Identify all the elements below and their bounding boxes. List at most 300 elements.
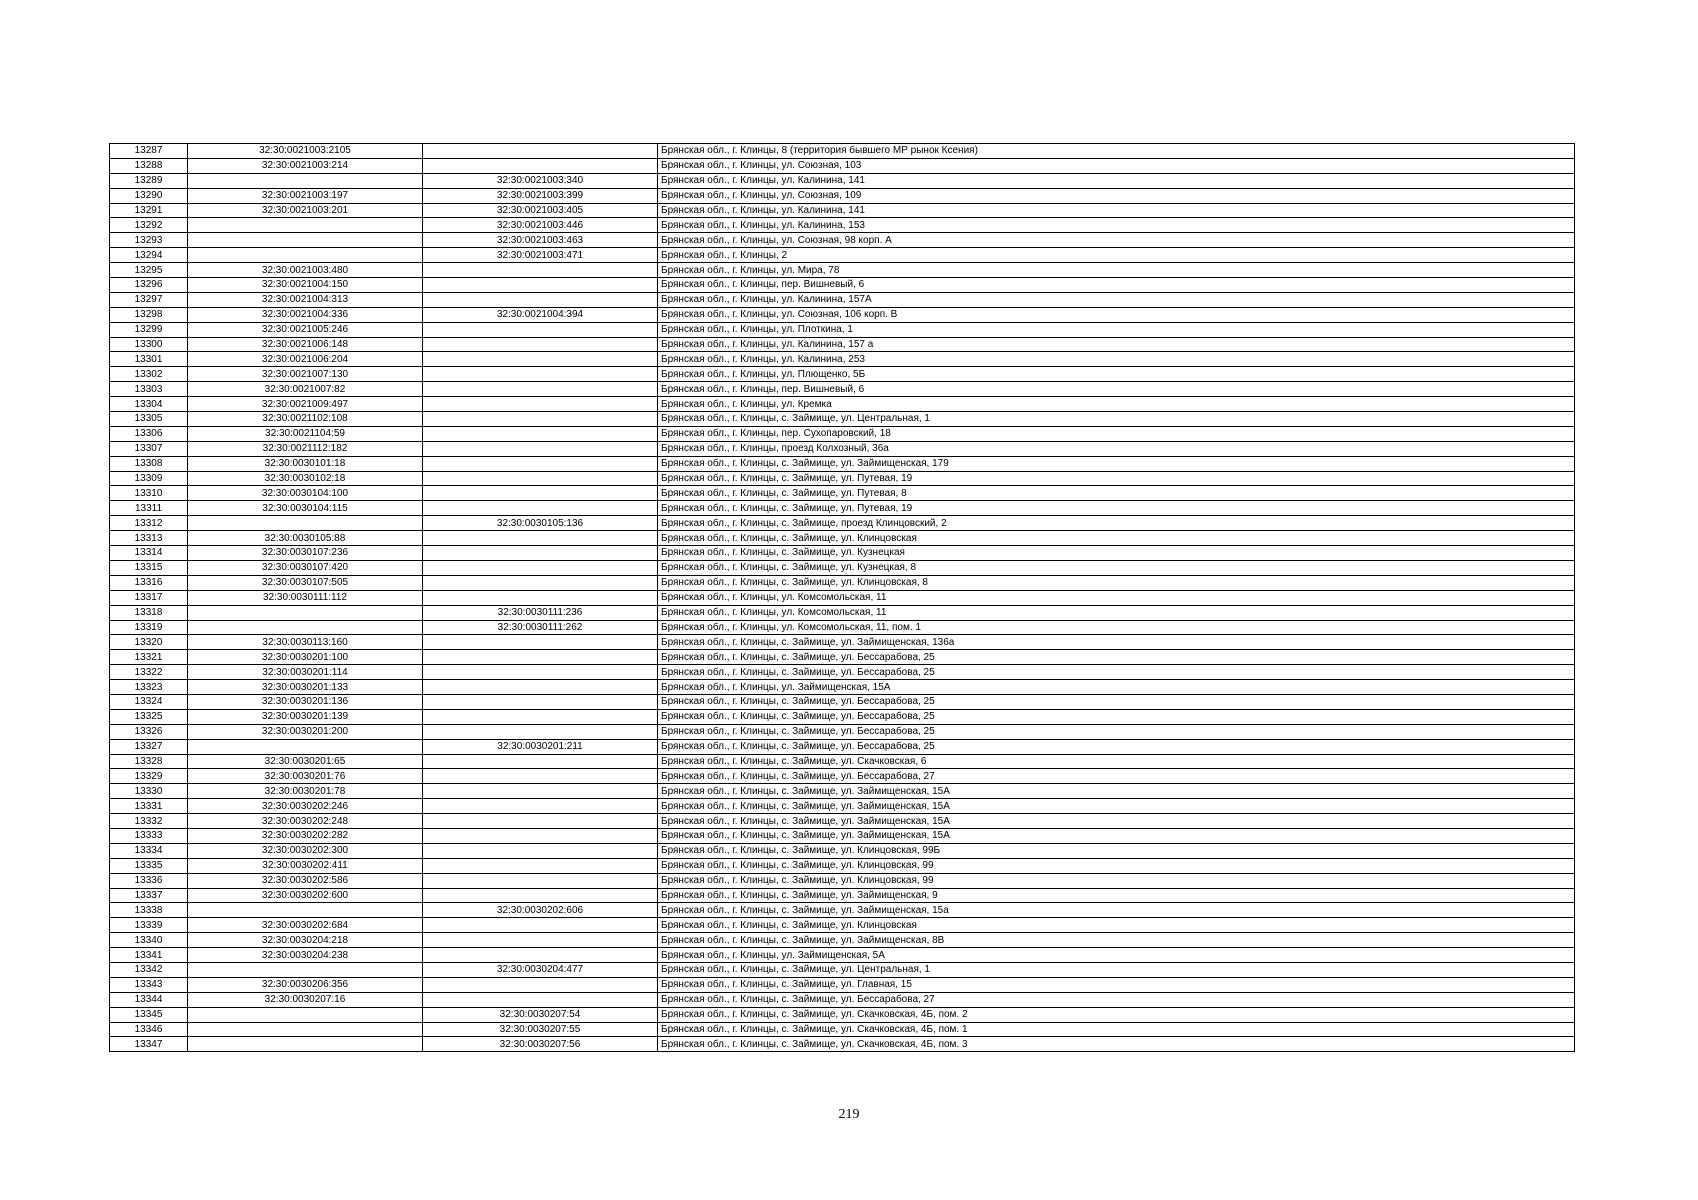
table-row [110, 962, 1575, 977]
table-row [110, 248, 1575, 263]
table-row [110, 754, 1575, 769]
row-number-cell: 13298 [110, 307, 188, 322]
cadastral-number-alt-cell [423, 590, 658, 605]
cadastral-number-alt-cell [423, 948, 658, 963]
row-number-cell: 13306 [110, 426, 188, 441]
table-row [110, 292, 1575, 307]
row-number-cell: 13330 [110, 784, 188, 799]
row-number-cell: 13316 [110, 575, 188, 590]
cadastral-number-cell: 32:30:0030202:300 [188, 843, 423, 858]
row-number-cell: 13329 [110, 769, 188, 784]
address-cell: Брянская обл., г. Клинцы, ул. Калинина, 157 а [658, 337, 1575, 352]
table-row [110, 188, 1575, 203]
address-cell: Брянская обл., г. Клинцы, с. Займище, ул. Центральная, 1 [658, 412, 1575, 427]
address-cell: Брянская обл., г. Клинцы, ул. Кремка [658, 397, 1575, 412]
row-number-cell: 13325 [110, 709, 188, 724]
cadastral-number-cell: 32:30:0030202:246 [188, 799, 423, 814]
table-row [110, 486, 1575, 501]
cadastral-number-alt-cell [423, 665, 658, 680]
address-cell: Брянская обл., г. Клинцы, ул. Займищенская, 5А [658, 948, 1575, 963]
row-number-cell: 13322 [110, 665, 188, 680]
row-number-cell: 13291 [110, 203, 188, 218]
cadastral-number-alt-cell [423, 471, 658, 486]
row-number-cell: 13293 [110, 233, 188, 248]
address-cell: Брянская обл., г. Клинцы, с. Займище, ул. Займищенская, 136а [658, 635, 1575, 650]
cadastral-number-alt-cell: 32:30:0030202:606 [423, 903, 658, 918]
table-row [110, 605, 1575, 620]
table-row [110, 694, 1575, 709]
cadastral-number-alt-cell: 32:30:0021003:463 [423, 233, 658, 248]
address-cell: Брянская обл., г. Клинцы, с. Займище, ул. Займищенская, 15А [658, 828, 1575, 843]
address-cell: Брянская обл., г. Клинцы, ул. Комсомольская, 11, пом. 1 [658, 620, 1575, 635]
table-row [110, 799, 1575, 814]
cadastral-number-alt-cell [423, 918, 658, 933]
cadastral-number-alt-cell [423, 992, 658, 1007]
address-cell: Брянская обл., г. Клинцы, с. Займище, ул. Клинцовская, 8 [658, 575, 1575, 590]
cadastral-number-cell: 32:30:0030201:139 [188, 709, 423, 724]
table-row [110, 918, 1575, 933]
row-number-cell: 13331 [110, 799, 188, 814]
table-row [110, 709, 1575, 724]
cadastral-number-alt-cell: 32:30:0030204:477 [423, 962, 658, 977]
cadastral-number-alt-cell: 32:30:0030201:211 [423, 739, 658, 754]
row-number-cell: 13288 [110, 158, 188, 173]
table-row [110, 263, 1575, 278]
cadastral-number-cell: 32:30:0021003:480 [188, 263, 423, 278]
cadastral-number-alt-cell [423, 322, 658, 337]
address-cell: Брянская обл., г. Клинцы, с. Займище, ул. Займищенская, 9 [658, 888, 1575, 903]
table-row [110, 635, 1575, 650]
cadastral-number-alt-cell [423, 694, 658, 709]
table-row [110, 218, 1575, 233]
table-row [110, 397, 1575, 412]
row-number-cell: 13312 [110, 516, 188, 531]
table-row [110, 456, 1575, 471]
address-cell: Брянская обл., г. Клинцы, ул. Калинина, 153 [658, 218, 1575, 233]
table-row [110, 858, 1575, 873]
row-number-cell: 13299 [110, 322, 188, 337]
address-cell: Брянская обл., г. Клинцы, с. Займище, ул. Бессарабова, 27 [658, 769, 1575, 784]
cadastral-number-alt-cell [423, 799, 658, 814]
row-number-cell: 13342 [110, 962, 188, 977]
row-number-cell: 13314 [110, 546, 188, 561]
table-row [110, 739, 1575, 754]
cadastral-number-cell: 32:30:0030104:100 [188, 486, 423, 501]
cadastral-number-cell: 32:30:0030107:505 [188, 575, 423, 590]
table-row [110, 337, 1575, 352]
cadastral-number-alt-cell [423, 754, 658, 769]
registry-table-body [110, 144, 1575, 1052]
cadastral-number-alt-cell [423, 278, 658, 293]
row-number-cell: 13346 [110, 1022, 188, 1037]
cadastral-number-alt-cell [423, 158, 658, 173]
cadastral-number-alt-cell [423, 724, 658, 739]
address-cell: Брянская обл., г. Клинцы, с. Займище, ул. Займищенская, 8В [658, 933, 1575, 948]
cadastral-number-cell [188, 218, 423, 233]
address-cell: Брянская обл., г. Клинцы, пер. Вишневый, 6 [658, 278, 1575, 293]
cadastral-number-cell [188, 1007, 423, 1022]
cadastral-number-alt-cell [423, 933, 658, 948]
cadastral-number-alt-cell [423, 292, 658, 307]
address-cell: Брянская обл., г. Клинцы, ул. Калинина, 141 [658, 203, 1575, 218]
row-number-cell: 13303 [110, 382, 188, 397]
row-number-cell: 13308 [110, 456, 188, 471]
cadastral-number-alt-cell: 32:30:0021003:340 [423, 173, 658, 188]
cadastral-number-alt-cell [423, 397, 658, 412]
row-number-cell: 13334 [110, 843, 188, 858]
table-row [110, 590, 1575, 605]
cadastral-number-alt-cell: 32:30:0021003:446 [423, 218, 658, 233]
cadastral-number-cell: 32:30:0021006:148 [188, 337, 423, 352]
cadastral-number-cell: 32:30:0030201:78 [188, 784, 423, 799]
address-cell: Брянская обл., г. Клинцы, с. Займище, ул. Бессарабова, 27 [658, 992, 1575, 1007]
address-cell: Брянская обл., г. Клинцы, пер. Сухопаровский, 18 [658, 426, 1575, 441]
row-number-cell: 13292 [110, 218, 188, 233]
row-number-cell: 13347 [110, 1037, 188, 1052]
row-number-cell: 13337 [110, 888, 188, 903]
address-cell: Брянская обл., г. Клинцы, с. Займище, ул. Клинцовская, 99 [658, 873, 1575, 888]
address-cell: Брянская обл., г. Клинцы, ул. Калинина, 253 [658, 352, 1575, 367]
row-number-cell: 13323 [110, 680, 188, 695]
table-row [110, 784, 1575, 799]
cadastral-number-alt-cell: 32:30:0021003:399 [423, 188, 658, 203]
cadastral-number-alt-cell [423, 144, 658, 159]
address-cell: Брянская обл., г. Клинцы, пер. Вишневый, 6 [658, 382, 1575, 397]
cadastral-number-cell: 32:30:0030107:236 [188, 546, 423, 561]
cadastral-number-cell: 32:30:0030104:115 [188, 501, 423, 516]
cadastral-number-cell [188, 248, 423, 263]
row-number-cell: 13333 [110, 828, 188, 843]
row-number-cell: 13339 [110, 918, 188, 933]
row-number-cell: 13317 [110, 590, 188, 605]
cadastral-number-alt-cell: 32:30:0030207:54 [423, 1007, 658, 1022]
address-cell: Брянская обл., г. Клинцы, с. Займище, ул. Скачковская, 4Б, пом. 2 [658, 1007, 1575, 1022]
table-row [110, 1007, 1575, 1022]
cadastral-number-cell: 32:30:0021007:130 [188, 367, 423, 382]
address-cell: Брянская обл., г. Клинцы, 8 (территория бывшего МР рынок Ксения) [658, 144, 1575, 159]
address-cell: Брянская обл., г. Клинцы, ул. Союзная, 103 [658, 158, 1575, 173]
table-row [110, 665, 1575, 680]
row-number-cell: 13341 [110, 948, 188, 963]
table-row [110, 516, 1575, 531]
row-number-cell: 13315 [110, 560, 188, 575]
cadastral-number-cell: 32:30:0021004:313 [188, 292, 423, 307]
address-cell: Брянская обл., г. Клинцы, с. Займище, ул. Бессарабова, 25 [658, 739, 1575, 754]
cadastral-number-alt-cell: 32:30:0021003:405 [423, 203, 658, 218]
cadastral-number-alt-cell [423, 977, 658, 992]
table-row [110, 233, 1575, 248]
row-number-cell: 13335 [110, 858, 188, 873]
cadastral-number-alt-cell: 32:30:0030105:136 [423, 516, 658, 531]
address-cell: Брянская обл., г. Клинцы, с. Займище, ул. Займищенская, 15а [658, 903, 1575, 918]
cadastral-number-cell: 32:30:0030202:248 [188, 814, 423, 829]
cadastral-number-alt-cell [423, 531, 658, 546]
address-cell: Брянская обл., г. Клинцы, с. Займище, ул. Скачковская, 4Б, пом. 1 [658, 1022, 1575, 1037]
address-cell: Брянская обл., г. Клинцы, с. Займище, ул. Путевая, 19 [658, 471, 1575, 486]
cadastral-number-cell: 32:30:0030201:133 [188, 680, 423, 695]
cadastral-number-alt-cell [423, 709, 658, 724]
address-cell: Брянская обл., г. Клинцы, с. Займище, ул. Путевая, 19 [658, 501, 1575, 516]
cadastral-number-cell: 32:30:0030201:114 [188, 665, 423, 680]
row-number-cell: 13295 [110, 263, 188, 278]
row-number-cell: 13336 [110, 873, 188, 888]
address-cell: Брянская обл., г. Клинцы, с. Займище, ул. Займищенская, 15А [658, 799, 1575, 814]
cadastral-number-cell: 32:30:0030201:200 [188, 724, 423, 739]
address-cell: Брянская обл., г. Клинцы, ул. Комсомольская, 11 [658, 590, 1575, 605]
cadastral-number-cell: 32:30:0030202:684 [188, 918, 423, 933]
address-cell: Брянская обл., г. Клинцы, с. Займище, ул. Скачковская, 4Б, пом. 3 [658, 1037, 1575, 1052]
page-number: 219 [838, 1107, 860, 1122]
cadastral-number-cell: 32:30:0021005:246 [188, 322, 423, 337]
address-cell: Брянская обл., г. Клинцы, с. Займище, ул. Клинцовская, 99 [658, 858, 1575, 873]
table-row [110, 769, 1575, 784]
row-number-cell: 13332 [110, 814, 188, 829]
row-number-cell: 13309 [110, 471, 188, 486]
address-cell: Брянская обл., г. Клинцы, ул. Комсомольская, 11 [658, 605, 1575, 620]
row-number-cell: 13345 [110, 1007, 188, 1022]
table-row [110, 1022, 1575, 1037]
row-number-cell: 13328 [110, 754, 188, 769]
cadastral-number-cell [188, 1022, 423, 1037]
cadastral-number-cell: 32:30:0021009:497 [188, 397, 423, 412]
table-row [110, 650, 1575, 665]
table-row [110, 367, 1575, 382]
table-row [110, 144, 1575, 159]
row-number-cell: 13320 [110, 635, 188, 650]
cadastral-number-cell: 32:30:0030204:218 [188, 933, 423, 948]
table-row [110, 173, 1575, 188]
address-cell: Брянская обл., г. Клинцы, с. Займище, ул. Кузнецкая, 8 [658, 560, 1575, 575]
row-number-cell: 13300 [110, 337, 188, 352]
cadastral-number-alt-cell [423, 858, 658, 873]
table-row [110, 843, 1575, 858]
address-cell: Брянская обл., г. Клинцы, с. Займище, ул. Бессарабова, 25 [658, 709, 1575, 724]
table-row [110, 501, 1575, 516]
address-cell: Брянская обл., г. Клинцы, с. Займище, проезд Клинцовский, 2 [658, 516, 1575, 531]
table-row [110, 471, 1575, 486]
address-cell: Брянская обл., г. Клинцы, с. Займище, ул. Кузнецкая [658, 546, 1575, 561]
cadastral-number-cell: 32:30:0021003:201 [188, 203, 423, 218]
cadastral-number-cell: 32:30:0030201:65 [188, 754, 423, 769]
cadastral-number-cell: 32:30:0021004:336 [188, 307, 423, 322]
table-row [110, 531, 1575, 546]
row-number-cell: 13343 [110, 977, 188, 992]
table-row [110, 412, 1575, 427]
address-cell: Брянская обл., г. Клинцы, с. Займище, ул. Займищенская, 15А [658, 784, 1575, 799]
address-cell: Брянская обл., г. Клинцы, ул. Мира, 78 [658, 263, 1575, 278]
address-cell: Брянская обл., г. Клинцы, ул. Калинина, 157А [658, 292, 1575, 307]
cadastral-number-alt-cell [423, 382, 658, 397]
table-row [110, 888, 1575, 903]
cadastral-number-alt-cell [423, 426, 658, 441]
cadastral-number-cell [188, 962, 423, 977]
cadastral-number-alt-cell [423, 337, 658, 352]
address-cell: Брянская обл., г. Клинцы, 2 [658, 248, 1575, 263]
table-row [110, 560, 1575, 575]
cadastral-number-cell: 32:30:0030105:88 [188, 531, 423, 546]
row-number-cell: 13318 [110, 605, 188, 620]
address-cell: Брянская обл., г. Клинцы, ул. Союзная, 98 корп. А [658, 233, 1575, 248]
cadastral-number-alt-cell [423, 635, 658, 650]
cadastral-number-cell: 32:30:0021006:204 [188, 352, 423, 367]
row-number-cell: 13319 [110, 620, 188, 635]
cadastral-number-alt-cell: 32:30:0030207:56 [423, 1037, 658, 1052]
row-number-cell: 13324 [110, 694, 188, 709]
table-row [110, 724, 1575, 739]
cadastral-number-cell: 32:30:0030101:18 [188, 456, 423, 471]
address-cell: Брянская обл., г. Клинцы, проезд Колхозный, 36а [658, 441, 1575, 456]
row-number-cell: 13304 [110, 397, 188, 412]
cadastral-number-alt-cell [423, 828, 658, 843]
cadastral-number-cell: 32:30:0030107:420 [188, 560, 423, 575]
cadastral-number-cell [188, 903, 423, 918]
cadastral-number-cell: 32:30:0021007:82 [188, 382, 423, 397]
address-cell: Брянская обл., г. Клинцы, с. Займище, ул. Центральная, 1 [658, 962, 1575, 977]
cadastral-number-cell: 32:30:0030206:356 [188, 977, 423, 992]
cadastral-number-alt-cell: 32:30:0030207:55 [423, 1022, 658, 1037]
cadastral-number-cell: 32:30:0030201:136 [188, 694, 423, 709]
row-number-cell: 13338 [110, 903, 188, 918]
cadastral-number-alt-cell [423, 873, 658, 888]
cadastral-number-alt-cell [423, 650, 658, 665]
table-row [110, 158, 1575, 173]
table-row [110, 620, 1575, 635]
table-row [110, 546, 1575, 561]
cadastral-number-alt-cell [423, 769, 658, 784]
cadastral-number-alt-cell [423, 456, 658, 471]
cadastral-number-cell: 32:30:0021003:214 [188, 158, 423, 173]
cadastral-number-cell [188, 739, 423, 754]
cadastral-number-cell: 32:30:0030202:282 [188, 828, 423, 843]
address-cell: Брянская обл., г. Клинцы, с. Займище, ул. Бессарабова, 25 [658, 724, 1575, 739]
cadastral-number-alt-cell [423, 843, 658, 858]
table-row [110, 426, 1575, 441]
address-cell: Брянская обл., г. Клинцы, с. Займище, ул. Бессарабова, 25 [658, 665, 1575, 680]
cadastral-number-cell: 32:30:0030202:600 [188, 888, 423, 903]
cadastral-number-alt-cell: 32:30:0021004:394 [423, 307, 658, 322]
table-row [110, 814, 1575, 829]
table-row [110, 307, 1575, 322]
address-cell: Брянская обл., г. Клинцы, с. Займище, ул. Клинцовская [658, 531, 1575, 546]
table-row [110, 992, 1575, 1007]
table-row [110, 322, 1575, 337]
cadastral-number-cell: 32:30:0021112:182 [188, 441, 423, 456]
row-number-cell: 13301 [110, 352, 188, 367]
cadastral-number-cell [188, 1037, 423, 1052]
row-number-cell: 13302 [110, 367, 188, 382]
cadastral-number-alt-cell: 32:30:0030111:236 [423, 605, 658, 620]
address-cell: Брянская обл., г. Клинцы, с. Займище, ул. Скачковская, 6 [658, 754, 1575, 769]
cadastral-number-alt-cell [423, 441, 658, 456]
row-number-cell: 13297 [110, 292, 188, 307]
cadastral-number-alt-cell [423, 546, 658, 561]
cadastral-number-alt-cell [423, 412, 658, 427]
table-row [110, 948, 1575, 963]
cadastral-number-alt-cell [423, 680, 658, 695]
cadastral-number-cell [188, 605, 423, 620]
cadastral-number-cell: 32:30:0030207:16 [188, 992, 423, 1007]
row-number-cell: 13289 [110, 173, 188, 188]
cadastral-number-alt-cell [423, 784, 658, 799]
cadastral-number-cell: 32:30:0021104:59 [188, 426, 423, 441]
row-number-cell: 13296 [110, 278, 188, 293]
row-number-cell: 13321 [110, 650, 188, 665]
address-cell: Брянская обл., г. Клинцы, с. Займище, ул. Клинцовская, 99Б [658, 843, 1575, 858]
cadastral-number-alt-cell [423, 575, 658, 590]
address-cell: Брянская обл., г. Клинцы, с. Займище, ул. Клинцовская [658, 918, 1575, 933]
row-number-cell: 13294 [110, 248, 188, 263]
row-number-cell: 13287 [110, 144, 188, 159]
address-cell: Брянская обл., г. Клинцы, с. Займище, ул. Главная, 15 [658, 977, 1575, 992]
address-cell: Брянская обл., г. Клинцы, ул. Союзная, 109 [658, 188, 1575, 203]
registry-table [109, 143, 1575, 1052]
cadastral-number-alt-cell [423, 888, 658, 903]
address-cell: Брянская обл., г. Клинцы, ул. Плоткина, 1 [658, 322, 1575, 337]
cadastral-number-cell: 32:30:0030201:76 [188, 769, 423, 784]
table-row [110, 828, 1575, 843]
address-cell: Брянская обл., г. Клинцы, с. Займище, ул. Бессарабова, 25 [658, 694, 1575, 709]
address-cell: Брянская обл., г. Клинцы, с. Займище, ул. Бессарабова, 25 [658, 650, 1575, 665]
row-number-cell: 13340 [110, 933, 188, 948]
cadastral-number-cell: 32:30:0030202:411 [188, 858, 423, 873]
cadastral-number-cell: 32:30:0030204:238 [188, 948, 423, 963]
table-row [110, 680, 1575, 695]
table-row [110, 873, 1575, 888]
table-row [110, 352, 1575, 367]
table-row [110, 977, 1575, 992]
cadastral-number-alt-cell [423, 486, 658, 501]
cadastral-number-alt-cell [423, 560, 658, 575]
row-number-cell: 13326 [110, 724, 188, 739]
row-number-cell: 13290 [110, 188, 188, 203]
cadastral-number-cell: 32:30:0030102:18 [188, 471, 423, 486]
cadastral-number-alt-cell [423, 501, 658, 516]
cadastral-number-cell: 32:30:0021004:150 [188, 278, 423, 293]
row-number-cell: 13327 [110, 739, 188, 754]
address-cell: Брянская обл., г. Клинцы, ул. Займищенская, 15А [658, 680, 1575, 695]
table-row [110, 278, 1575, 293]
address-cell: Брянская обл., г. Клинцы, с. Займище, ул. Путевая, 8 [658, 486, 1575, 501]
cadastral-number-alt-cell [423, 814, 658, 829]
table-row [110, 441, 1575, 456]
address-cell: Брянская обл., г. Клинцы, с. Займище, ул. Займищенская, 15А [658, 814, 1575, 829]
row-number-cell: 13310 [110, 486, 188, 501]
row-number-cell: 13307 [110, 441, 188, 456]
address-cell: Брянская обл., г. Клинцы, ул. Плющенко, 5Б [658, 367, 1575, 382]
table-row [110, 575, 1575, 590]
cadastral-number-alt-cell [423, 263, 658, 278]
cadastral-number-cell [188, 233, 423, 248]
table-row [110, 933, 1575, 948]
row-number-cell: 13344 [110, 992, 188, 1007]
cadastral-number-cell: 32:30:0021003:197 [188, 188, 423, 203]
row-number-cell: 13313 [110, 531, 188, 546]
cadastral-number-cell: 32:30:0030201:100 [188, 650, 423, 665]
table-row [110, 1037, 1575, 1052]
cadastral-number-alt-cell [423, 352, 658, 367]
address-cell: Брянская обл., г. Клинцы, ул. Калинина, 141 [658, 173, 1575, 188]
cadastral-number-cell: 32:30:0021003:2105 [188, 144, 423, 159]
cadastral-number-alt-cell [423, 367, 658, 382]
cadastral-number-cell [188, 516, 423, 531]
address-cell: Брянская обл., г. Клинцы, с. Займище, ул. Займищенская, 179 [658, 456, 1575, 471]
table-row [110, 382, 1575, 397]
table-row [110, 203, 1575, 218]
cadastral-number-cell [188, 173, 423, 188]
cadastral-number-cell [188, 620, 423, 635]
cadastral-number-alt-cell: 32:30:0021003:471 [423, 248, 658, 263]
cadastral-number-cell: 32:30:0030113:160 [188, 635, 423, 650]
